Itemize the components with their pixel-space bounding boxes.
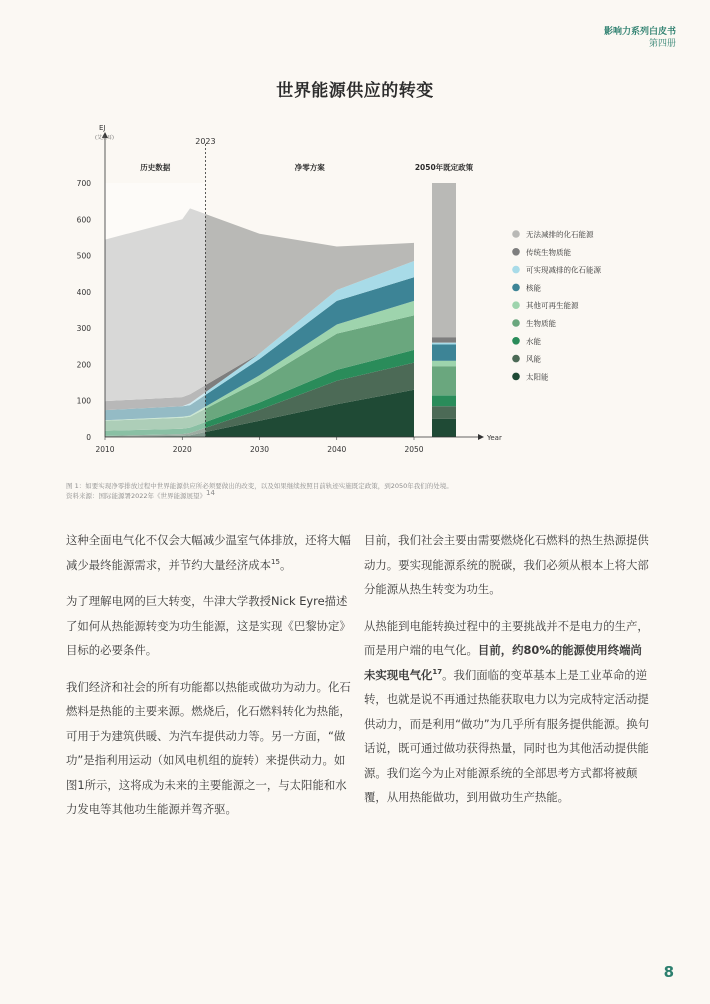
paragraph-text: 。我们面临的变革基本上是工业革命的逆转，也就是说不再通过热能获取电力以为完成特定活动提供动力，而是利用“做功”为几乎所有服务提供能源。换句话说，既可通过做功获得热量，同时也为其他活动提供能源。我们迄今为止对能源系统的全部思考方式都将被颠覆，从用热能做功，到用做功生产热能。: [364, 667, 650, 804]
legend-swatch: [512, 284, 520, 292]
section-label: 净零方案: [294, 163, 325, 172]
footnote-ref: 15: [271, 557, 280, 566]
paragraph-text: 这种全面电气化不仅会大幅减少温室气体排放，还将大幅减少最终能源需求，并节约大量经济成本: [66, 533, 351, 572]
legend-label: 太阳能: [526, 372, 549, 382]
x-axis-label: Year: [487, 434, 502, 442]
y-tick-label: 600: [76, 215, 91, 225]
x-tick-label: 2010: [95, 445, 115, 454]
x-tick-label: 2020: [172, 445, 192, 454]
policy-bar-segment-8: [432, 183, 456, 337]
legend-label: 水能: [526, 336, 541, 346]
energy-supply-chart: [0, 110, 710, 460]
paragraph-text: 从热能到电能转换过程中的主要挑战并不是电力的生产，而是用户端的电气化。: [364, 618, 649, 657]
policy-bar-segment-6: [432, 343, 456, 345]
caption-text: 图 1：如要实现净零排放过程中世界能源供应所必须要做出的改变，以及如果继续按照目前轨迹实施既定政策，到2050年我们的处境。: [66, 482, 453, 490]
legend-swatch: [512, 337, 520, 345]
body-column-right: [364, 528, 650, 822]
legend-swatch: [512, 319, 520, 327]
paragraph: [364, 614, 650, 810]
y-tick-label: 0: [86, 433, 91, 442]
x-tick-label: 2050: [404, 445, 424, 454]
policy-bar-segment-5: [432, 345, 456, 361]
legend-swatch: [512, 301, 520, 309]
y-tick-label: 400: [76, 287, 91, 297]
publication-header: [604, 26, 676, 50]
y-axis-label: EJ: [99, 124, 106, 132]
section-label: 2050年既定政策: [414, 163, 474, 172]
legend-label: 无法减排的化石能源: [526, 230, 594, 239]
y-tick-label: 300: [76, 324, 91, 334]
legend-swatch: [512, 355, 520, 363]
legend-swatch: [512, 230, 520, 238]
legend-label: 可实现减排的化石能源: [526, 265, 601, 275]
legend-label: 传统生物质能: [526, 247, 571, 257]
legend-swatch: [512, 266, 520, 274]
marker-label: 2023: [195, 137, 216, 146]
policy-bar-segment-4: [432, 361, 456, 366]
y-tick-label: 100: [76, 396, 91, 406]
legend-label: 风能: [526, 354, 541, 364]
policy-bar-segment-3: [432, 366, 456, 395]
y-tick-label: 200: [76, 360, 91, 370]
source-text: 资料来源：国际能源署2022年《世界能源展望》: [66, 492, 207, 500]
page-number: 8: [663, 963, 674, 981]
y-tick-label: 700: [76, 179, 91, 188]
legend-label: 核能: [526, 283, 541, 293]
legend-label: 其他可再生能源: [526, 301, 579, 311]
y-tick-label: 500: [76, 251, 91, 261]
x-axis-arrow-icon: [478, 434, 484, 440]
x-tick-label: 2030: [249, 445, 270, 454]
x-tick-label: 2040: [327, 445, 347, 454]
legend-swatch: [512, 373, 520, 381]
paragraph: 为了理解电网的巨大转变，牛津大学教授Nick Eyre描述了如何从热能源转变为功生能源，这是实现《巴黎协定》目标的必要条件。: [66, 594, 351, 657]
paragraph: 目前，我们社会主要由需要燃烧化石燃料的热生热源提供动力。要实现能源系统的脱碳，我们必须从根本上将大部分能源从热生转变为功生。: [364, 533, 649, 596]
volume-label: 第四册: [648, 39, 676, 49]
policy-bar-segment-0: [432, 419, 456, 437]
section-label: 历史数据: [140, 163, 171, 172]
paragraph: [66, 528, 352, 577]
policy-bar-segment-2: [432, 395, 456, 406]
policy-bar-segment-1: [432, 406, 456, 419]
bold-highlight: 目前，约80%的能源使用终端尚未实现电气化: [364, 643, 642, 682]
chart-title: 世界能源供应的转变: [276, 81, 434, 101]
paragraph: 我们经济和社会的所有功能都以热能或做功为动力。化石燃料是热能的主要来源。燃烧后，化石燃料转化为热能，可用于为建筑供暖、为汽车提供动力等。另一方面，“做功”是指利用运动（如风电机组的旋转）来提供动力。如图1所示，这将成为未来的主要能源之一，与太阳能和水力发电等其他功生能源并驾齐驱。: [66, 679, 351, 816]
figure-caption: [66, 481, 666, 501]
caption-source: [66, 488, 666, 501]
body-column-left: [66, 528, 352, 834]
legend-label: 生物质能: [526, 319, 556, 328]
paragraph-end: 。: [279, 557, 292, 572]
source-ref: 14: [206, 488, 215, 497]
y-axis-sublabel: (艾焦耳): [95, 135, 114, 141]
policy-bar-segment-7: [432, 337, 456, 342]
footnote-ref: 17: [432, 667, 443, 676]
legend-swatch: [512, 248, 520, 256]
historic-overlay: [105, 183, 205, 437]
series-name: 影响力系列白皮书: [603, 27, 676, 37]
